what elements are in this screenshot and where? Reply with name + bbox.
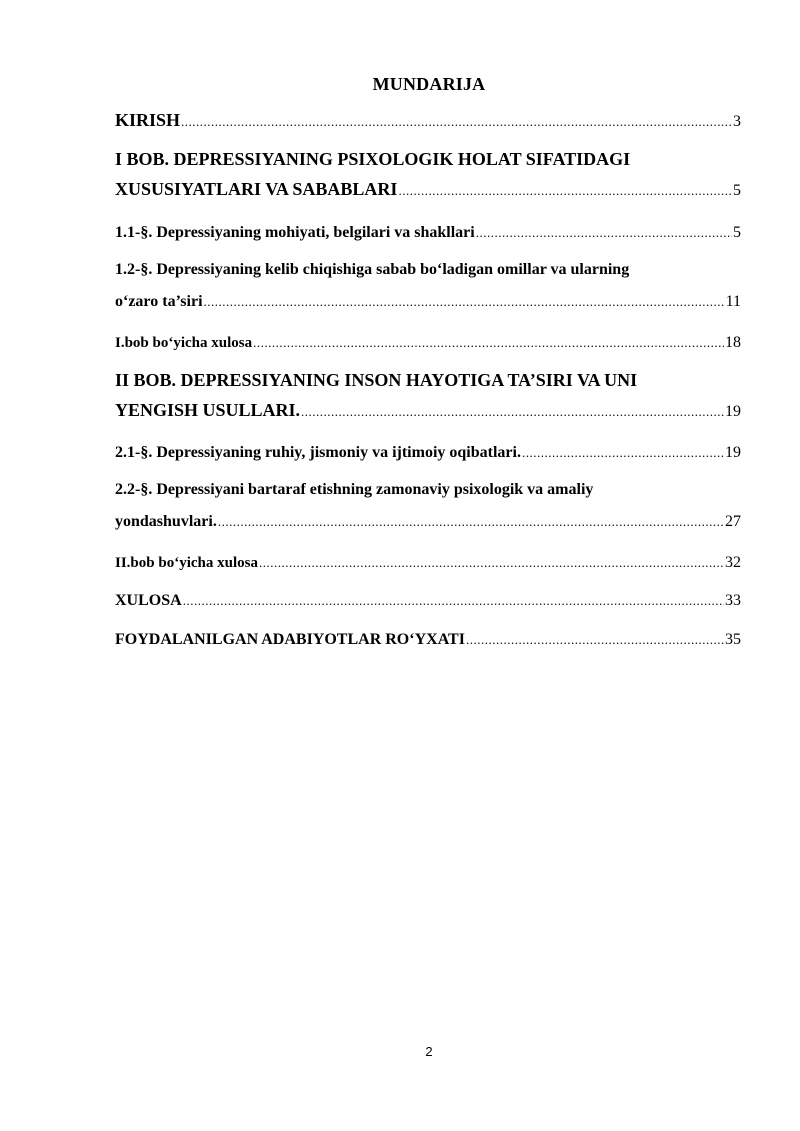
toc-entry-chapter-2-summary[interactable] [115, 554, 741, 572]
dot-leader [398, 183, 732, 199]
toc-entry-page: 19 [725, 403, 741, 420]
toc-line [115, 444, 741, 462]
toc-entry-section-2-1[interactable] [115, 444, 741, 462]
toc-entry-conclusion[interactable] [115, 592, 741, 610]
toc-line [115, 631, 741, 649]
toc-entry-text: XULOSA [115, 592, 182, 609]
dot-leader [253, 335, 724, 351]
toc-entry-text: 1.1-§. Depressiyaning mohiyati, belgilari va shakllari [115, 224, 475, 241]
toc-entry-heading: II BOB. DEPRESSIYANING INSON HAYOTIGA TA’SIRI VA UNI [115, 370, 638, 390]
toc-entry-text: YENGISH USULLARI. [115, 400, 301, 420]
toc-entry-section-1-1[interactable] [115, 224, 741, 242]
toc-line [115, 179, 741, 200]
toc-entry-text: II.bob bo‘yicha xulosa [115, 555, 258, 571]
toc-line [115, 513, 741, 531]
toc-entry-page: 27 [725, 513, 741, 530]
toc-entry-text: KIRISH [115, 110, 181, 130]
dot-leader [466, 632, 724, 648]
toc-line [115, 554, 741, 572]
toc-entry-chapter-1[interactable] [115, 149, 741, 200]
toc-entry-text: I.bob bo‘yicha xulosa [115, 335, 253, 351]
dot-leader [259, 555, 724, 571]
toc-entry-text: 2.1-§. Depressiyaning ruhiy, jismoniy va ijtimoiy oqibatlari. [115, 444, 521, 461]
toc-entry-text: o‘zaro ta’siri [115, 293, 203, 310]
toc-entry-references[interactable] [115, 631, 741, 649]
toc-entry-page: 3 [733, 113, 741, 130]
toc-title: MUNDARIJA [372, 74, 486, 94]
toc-entry-page: 32 [725, 554, 741, 571]
toc-line [115, 592, 741, 610]
toc-line [115, 334, 741, 352]
dot-leader [218, 514, 724, 530]
dot-leader [204, 294, 725, 310]
toc-line [115, 224, 741, 242]
dot-leader [522, 445, 724, 461]
page-number: 2 [425, 1044, 433, 1059]
toc-line [115, 400, 741, 421]
dot-leader [183, 593, 724, 609]
toc-entry-page: 35 [725, 631, 741, 648]
toc-entry-page: 19 [725, 444, 741, 461]
dot-leader [181, 114, 732, 130]
toc-entry-section-1-2[interactable] [115, 261, 741, 311]
toc-entry-page: 5 [733, 182, 741, 199]
toc-entry-text: XUSUSIYATLARI VA SABABLARI [115, 179, 398, 199]
toc-entry-page: 33 [725, 592, 741, 609]
toc-entry-chapter-2[interactable] [115, 370, 741, 421]
toc-entry-heading: I BOB. DEPRESSIYANING PSIXOLOGIK HOLAT SIFATIDAGI [115, 149, 631, 169]
toc-entry-text: FOYDALANILGAN ADABIYOTLAR RO‘YXATI [115, 631, 465, 648]
dot-leader [476, 225, 732, 241]
toc-entry-kirish[interactable] [115, 110, 741, 131]
dot-leader [301, 404, 724, 420]
toc-line [115, 293, 741, 311]
toc-entry-page: 5 [733, 224, 741, 241]
toc-entry-section-2-2[interactable] [115, 481, 741, 531]
toc-entry-chapter-1-summary[interactable] [115, 334, 741, 352]
toc-entry-page: 18 [725, 334, 741, 351]
toc-entry-text: yondashuvlari. [115, 513, 217, 530]
toc-line [115, 110, 741, 131]
toc-entry-page: 11 [725, 293, 741, 310]
toc-entry-heading: 2.2-§. Depressiyani bartaraf etishning zamonaviy psixologik va amaliy [115, 481, 594, 498]
toc-entry-heading: 1.2-§. Depressiyaning kelib chiqishiga sabab bo‘ladigan omillar va ularning [115, 261, 630, 278]
